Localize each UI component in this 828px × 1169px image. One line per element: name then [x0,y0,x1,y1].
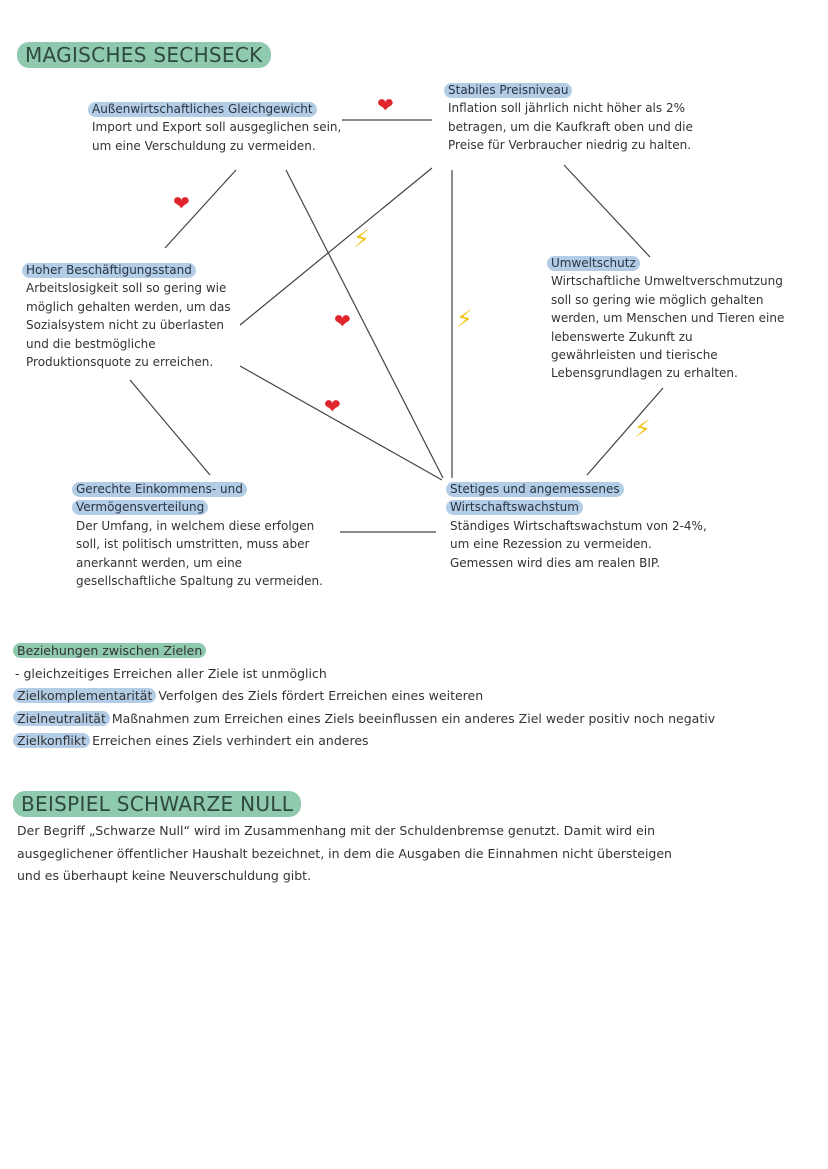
relations-title: Beziehungen zwischen Zielen [13,643,206,658]
goal-title-line-1: Gerechte Einkommens- und [72,482,247,497]
line-aussen-wachstum [286,170,443,478]
relation-item [15,685,715,708]
example-paragraph: Der Begriff „Schwarze Null“ wird im Zusammenhang mit der Schuldenbremse genutzt. Damit wird ein ausgeglichener öffentlicher Haushalt bezeichnet, in dem die Ausgaben die Einnahmen nicht übersteigen und es überhaupt keine Neuverschuldung gibt. [17,823,672,883]
goal-description: Import und Export soll ausgeglichen sein, um eine Verschuldung zu vermeiden. [92,120,342,153]
line-beschaeftigung-wachstum [240,366,442,480]
goal-fair-income-distribution [76,480,331,590]
relation-item [15,730,715,753]
lightning-bolt-icon: ⚡ [456,305,473,333]
relation-term: Zielkonflikt [13,733,90,748]
relations-note: - gleichzeitiges Erreichen aller Ziele ist unmöglich [15,665,327,681]
goal-environmental-protection [551,254,796,383]
goal-title: Stabiles Preisniveau [444,83,572,98]
relation-term: Zielkomplementarität [13,688,156,703]
heart-icon: ❤ [334,309,351,333]
goal-title: Umweltschutz [547,256,640,271]
goal-title: Hoher Beschäftigungsstand [22,263,196,278]
heart-icon: ❤ [324,394,341,418]
goal-description: Arbeitslosigkeit soll so gering wie möglich gehalten werden, um das Sozialsystem nicht zu überlasten und die bestmögliche Produktionsquote zu erreichen. [26,281,231,370]
goal-description: Wirtschaftliche Umweltverschmutzung soll so gering wie möglich gehalten werden, um Menschen und Tieren eine lebenswerte Zukunft zu gewährleisten und tierische Lebensgrundlagen zu erhalten. [551,274,785,381]
goal-title-line-2: Wirtschaftswachstum [446,500,583,515]
goal-relations [15,640,715,753]
goal-description: Der Umfang, in welchem diese erfolgen soll, ist politisch umstritten, muss aber anerkannt werden, um eine gesellschaftliche Spaltung zu vermeiden. [76,518,323,589]
goal-description: Ständiges Wirtschaftswachstum von 2-4%, um eine Rezession zu vermeiden. Gemessen wird dies am realen BIP. [450,518,707,570]
goal-title-line-1: Stetiges und angemessenes [446,482,624,497]
relation-text: Verfolgen des Ziels fördert Erreichen eines weiteren [158,688,484,703]
goal-price-stability [448,81,708,155]
goal-description: Inflation soll jährlich nicht höher als 2% betragen, um die Kaufkraft oben und die Preise für Verbraucher niedrig zu halten. [448,101,693,153]
line-preis-beschaeftigung [240,168,432,325]
line-preis-umwelt [564,165,650,257]
lightning-bolt-icon: ⚡ [353,225,370,253]
goal-economic-growth [450,480,715,572]
goal-title-line-2: Vermögensverteilung [72,500,208,515]
heart-icon: ❤ [173,191,190,215]
section-title-schwarze-null: BEISPIEL SCHWARZE NULL [13,791,301,817]
lightning-bolt-icon: ⚡ [634,415,651,443]
goal-external-equilibrium [92,100,352,155]
relation-text: Erreichen eines Ziels verhindert ein anderes [92,733,369,748]
line-umwelt-wachstum [587,388,663,475]
relation-text: Maßnahmen zum Erreichen eines Ziels beeinflussen ein anderes Ziel weder positiv noch negativ [111,710,716,726]
goal-title: Außenwirtschaftliches Gleichgewicht [88,102,317,117]
relation-item [15,708,715,731]
goal-high-employment [26,261,241,371]
heart-icon: ❤ [377,93,394,117]
relation-term: Zielneutralität [13,711,110,726]
section-title-magic-hexagon: MAGISCHES SECHSECK [17,42,271,68]
line-beschaeftigung-einkommen [130,380,210,475]
